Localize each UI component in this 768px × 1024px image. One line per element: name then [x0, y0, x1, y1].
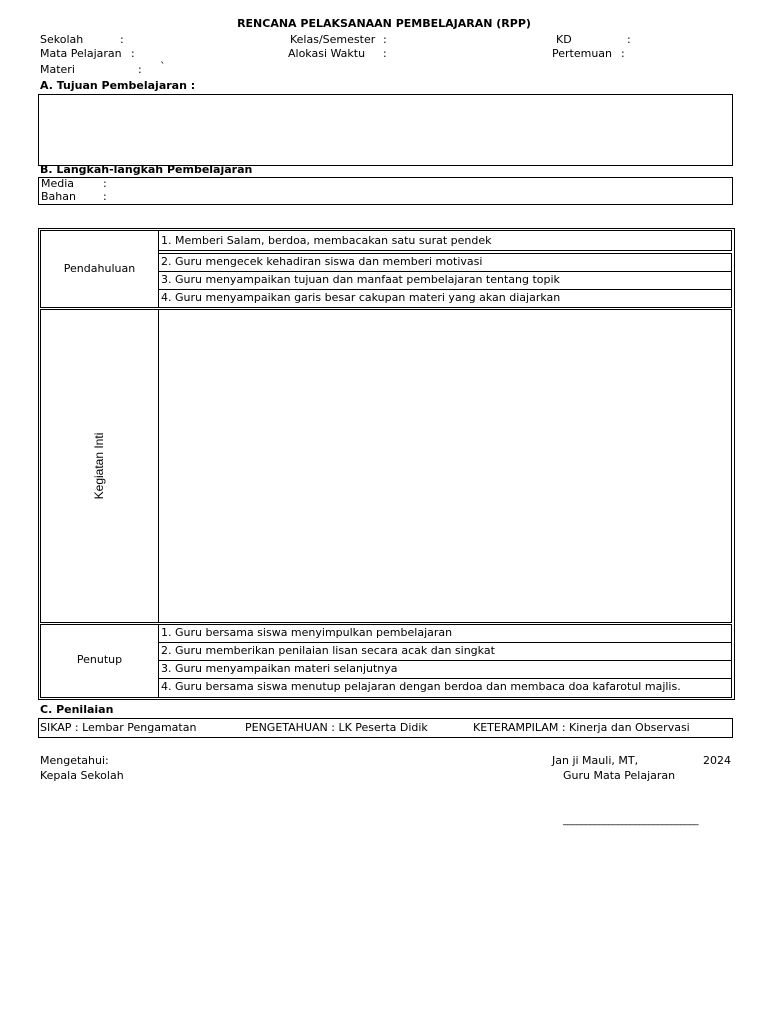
- materi-value: `: [160, 60, 166, 73]
- penutup-item: 3. Guru menyampaikan materi selanjutnya: [158, 660, 732, 679]
- penutup-label: Penutup: [76, 653, 123, 666]
- penutup-item: 4. Guru bersama siswa menutup pelajaran dengan berdoa dan membaca doa kafarotul majlis.: [158, 678, 732, 698]
- penilaian-pengetahuan: PENGETAHUAN : LK Peserta Didik: [245, 721, 428, 734]
- bahan-label: Bahan: [41, 190, 76, 203]
- mengetahui-text: Mengetahui:: [40, 754, 109, 767]
- year-text: 2024: [703, 754, 731, 767]
- section-c-heading: C. Penilaian: [40, 703, 114, 716]
- pendahuluan-item: 2. Guru mengecek kehadiran siswa dan memberi motivasi: [158, 253, 732, 272]
- materi-label: Materi: [40, 63, 75, 76]
- penutup-item: 2. Guru memberikan penilaian lisan secara acak dan singkat: [158, 642, 732, 661]
- mata-pelajaran-label: Mata Pelajaran: [40, 47, 122, 60]
- place-date-text: Jan ji Mauli, MT,: [552, 754, 639, 767]
- inti-label: Kegiatan Inti: [92, 432, 106, 500]
- sekolah-colon: :: [120, 33, 124, 46]
- sekolah-label: Sekolah: [40, 33, 84, 46]
- pertemuan-label: Pertemuan: [552, 47, 613, 60]
- pendahuluan-item: 1. Memberi Salam, berdoa, membacakan satu surat pendek: [158, 230, 732, 251]
- pendahuluan-item: 3. Guru menyampaikan tujuan dan manfaat pembelajaran tentang topik: [158, 271, 732, 290]
- document-title: RENCANA PELAKSANAAN PEMBELAJARAN (RPP): [237, 17, 531, 30]
- media-label: Media: [41, 177, 75, 190]
- bahan-colon: :: [103, 190, 107, 203]
- signature-line: ______________________________: [563, 815, 698, 826]
- penutup-item: 1. Guru bersama siswa menyimpulkan pembelajaran: [158, 624, 732, 643]
- media-bahan-box: [38, 177, 733, 205]
- section-b-heading: B. Langkah-langkah Pembelajaran: [40, 163, 253, 176]
- media-colon: :: [103, 177, 107, 190]
- inti-content-cell: [158, 309, 732, 623]
- mata-pelajaran-colon: :: [131, 47, 135, 60]
- pertemuan-colon: :: [621, 47, 625, 60]
- tujuan-box: [38, 94, 733, 166]
- kelas-semester-label: Kelas/Semester: [290, 33, 376, 46]
- penilaian-sikap: SIKAP : Lembar Pengamatan: [40, 721, 197, 734]
- pendahuluan-label: Pendahuluan: [63, 262, 136, 275]
- pendahuluan-item: 4. Guru menyampaikan garis besar cakupan materi yang akan diajarkan: [158, 289, 732, 308]
- materi-colon: :: [138, 63, 142, 76]
- kepala-sekolah-text: Kepala Sekolah: [40, 769, 124, 782]
- section-a-heading: A. Tujuan Pembelajaran :: [40, 79, 196, 92]
- kelas-semester-colon: :: [383, 33, 387, 46]
- alokasi-waktu-colon: :: [383, 47, 387, 60]
- penilaian-keterampilan: KETERAMPILAM : Kinerja dan Observasi: [473, 721, 690, 734]
- kd-colon: :: [627, 33, 631, 46]
- guru-text: Guru Mata Pelajaran: [563, 769, 676, 782]
- alokasi-waktu-label: Alokasi Waktu: [288, 47, 366, 60]
- kd-label: KD: [556, 33, 572, 46]
